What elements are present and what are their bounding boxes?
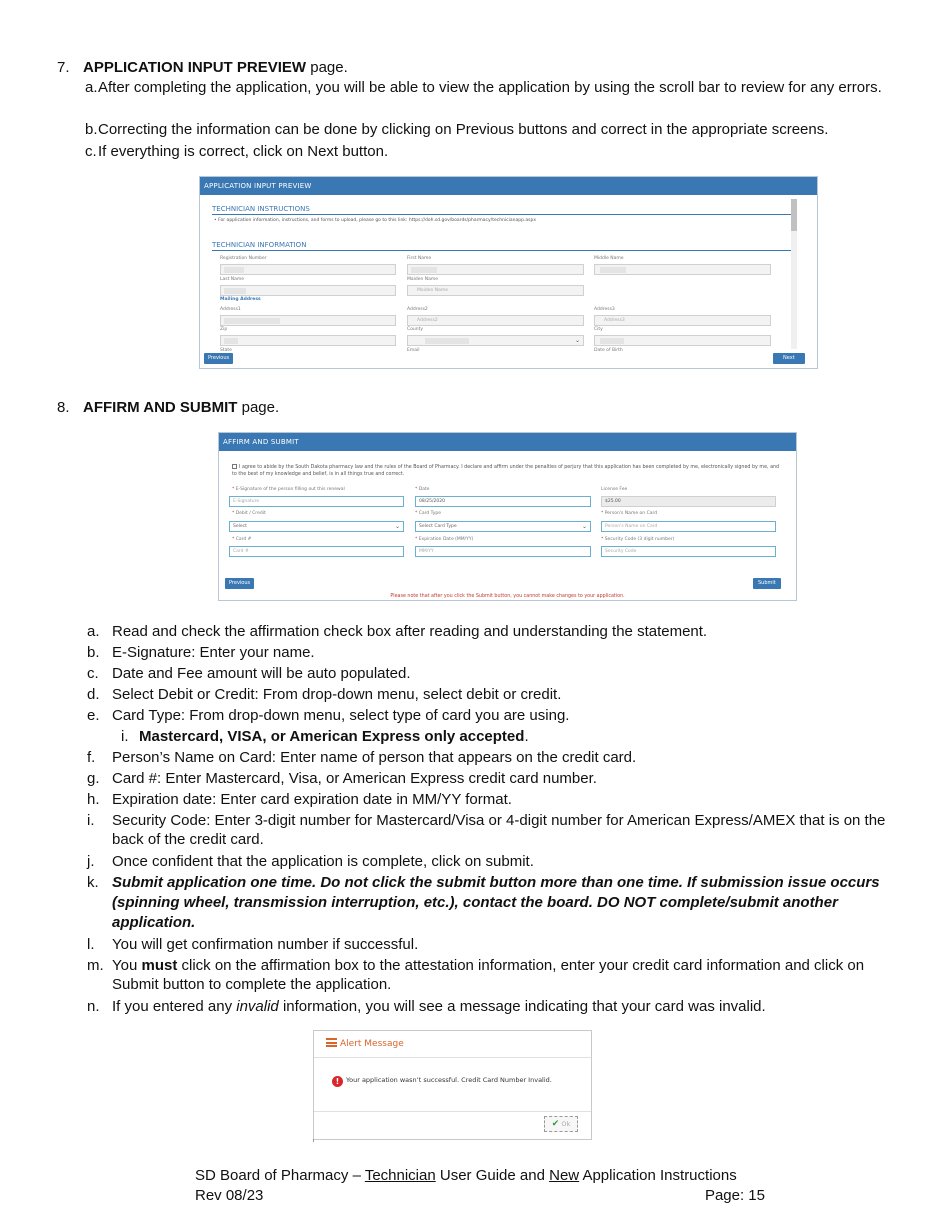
check-icon: ✔: [551, 1119, 560, 1129]
submit-note: Please note that after you click the Submit button, you cannot make changes to your application.: [390, 594, 625, 599]
last-name-field[interactable]: [220, 285, 396, 296]
mailing-address-label: Mailing Address: [220, 297, 261, 302]
menu-icon: [326, 1038, 337, 1047]
card-note: i. Mastercard, VISA, or American Express only accepted.: [121, 728, 529, 745]
county-select[interactable]: [407, 335, 584, 346]
address1-label: Address1: [220, 307, 241, 312]
date-label: * Date: [415, 487, 430, 492]
expiration-label: * Expiration Date (MM/YY): [415, 537, 474, 542]
technician-instructions-title: TECHNICIAN INSTRUCTIONS: [212, 205, 792, 215]
affirm-checkbox[interactable]: [232, 464, 237, 469]
error-icon: !: [332, 1076, 343, 1087]
email-label: Email: [407, 348, 420, 353]
dob-label: Date of Birth: [594, 348, 623, 353]
chevron-down-icon: ⌄: [394, 523, 400, 530]
alert-dialog-screenshot: [313, 1030, 592, 1140]
footer-title: SD Board of Pharmacy – Technician User Guide and New Application Instructions: [195, 1167, 737, 1184]
maiden-name-field[interactable]: Maiden Name: [407, 285, 584, 296]
affirm-statement: I agree to abide by the South Dakota pharmacy law and the rules of the Board of Pharmacy. I declare and affirm under the penalties of perjury that this application has been completed by me, electronically signed by me, and to the best of my knowledge and belief, is in all things true and correct.: [232, 465, 780, 477]
zip-label: Zip: [220, 327, 228, 332]
scrollbar-thumb[interactable]: [791, 199, 797, 231]
first-name-label: First Name: [407, 256, 432, 261]
address3-field[interactable]: Address3: [594, 315, 771, 326]
list-item: i. Security Code: Enter 3-digit number for Mastercard/Visa or 4-digit number for American Express/AMEX that is on the back of the credit card.: [87, 812, 886, 848]
chevron-down-icon: ⌄: [581, 523, 587, 530]
debit-credit-select[interactable]: Select ⌄: [229, 521, 404, 532]
footer-revision: Rev 08/23: [195, 1187, 264, 1204]
preview-previous-button[interactable]: Previous: [204, 353, 233, 364]
zip-field[interactable]: [220, 335, 396, 346]
name-on-card-label: * Person's Name on Card: [601, 511, 658, 516]
step-7-item-a: a. After completing the application, you will be able to view the application by using the scroll bar to review for any errors.: [85, 79, 882, 96]
last-name-label: Last Name: [220, 277, 245, 282]
county-label: County: [407, 327, 424, 332]
registration-number-label: Registration Number: [220, 256, 267, 261]
list-item: m. You must click on the affirmation box to the attestation information, enter your credit card information and click on Submit button to complete the application.: [87, 957, 865, 993]
list-item: c. Date and Fee amount will be auto populated.: [87, 665, 411, 682]
list-item: f. Person’s Name on Card: Enter name of person that appears on the credit card.: [87, 749, 637, 766]
instruction-list: [87, 622, 902, 1018]
middle-name-label: Middle Name: [594, 256, 624, 261]
instructions-text: • For application information, instructions, and forms to upload, please go to this link: https://doh.sd.gov/boards/pharmacy/technicianapp.aspx: [214, 218, 537, 223]
technician-information-title: TECHNICIAN INFORMATION: [212, 241, 792, 251]
affirm-previous-button[interactable]: Previous: [225, 578, 254, 589]
list-item: a. Read and check the affirmation check box after reading and understanding the statement.: [87, 623, 708, 640]
card-number-input[interactable]: Card #: [229, 546, 404, 557]
page-footer: [195, 1166, 765, 1206]
preview-header: APPLICATION INPUT PREVIEW: [200, 177, 817, 195]
list-item: n. If you entered any invalid information, you will see a message indicating that your card was invalid.: [87, 998, 766, 1015]
list-item: g. Card #: Enter Mastercard, Visa, or American Express credit card number.: [87, 770, 597, 787]
first-name-field[interactable]: [407, 264, 584, 275]
preview-next-button[interactable]: Next: [773, 353, 805, 364]
footer-page-number: Page: 15: [704, 1187, 765, 1204]
step-7-item-c: c. If everything is correct, click on Next button.: [85, 143, 389, 160]
ok-button[interactable]: ✔ Ok: [544, 1116, 578, 1132]
fee-field: $25.00: [601, 496, 776, 507]
maiden-name-label: Maiden Name: [407, 277, 439, 282]
card-type-select[interactable]: Select Card Type ⌄: [415, 521, 591, 532]
middle-name-field[interactable]: [594, 264, 771, 275]
address3-label: Address3: [594, 307, 615, 312]
list-item: e. Card Type: From drop-down menu, select type of card you are using.: [87, 707, 570, 724]
date-field: 08/25/2020: [415, 496, 591, 507]
address2-label: Address2: [407, 307, 428, 312]
card-number-label: * Card #: [232, 537, 252, 542]
debit-credit-label: * Debit / Credit: [232, 511, 266, 516]
list-item: k. Submit application one time. Do not click the submit button more than one time. If submission issue occurs (spinning wheel, transmission interruption, etc.), contact the board. DO NOT complete/submit another application.: [87, 874, 880, 931]
alert-message: ! Your application wasn’t successful. Credit Card Number Invalid.: [332, 1076, 552, 1087]
step-8-heading: 8. AFFIRM AND SUBMIT page.: [57, 399, 280, 416]
list-item: j. Once confident that the application is complete, click on submit.: [87, 853, 534, 870]
registration-number-field[interactable]: [220, 264, 396, 275]
city-field[interactable]: [594, 335, 771, 346]
card-type-label: * Card Type: [415, 511, 441, 516]
alert-footer: [314, 1111, 591, 1129]
submit-button[interactable]: Submit: [753, 578, 781, 589]
application-preview-screenshot: [199, 176, 818, 369]
step-7-item-b: b. Correcting the information can be done by clicking on Previous buttons and correct in the appropriate screens.: [85, 121, 829, 138]
affirm-header: AFFIRM AND SUBMIT: [219, 433, 796, 451]
city-label: City: [594, 327, 603, 332]
address2-field[interactable]: Address2: [407, 315, 584, 326]
list-item: d. Select Debit or Credit: From drop-down menu, select debit or credit.: [87, 686, 562, 703]
list-item: l. You will get confirmation number if successful.: [87, 936, 419, 953]
security-code-label: * Security Code (3 digit number): [601, 537, 675, 542]
fee-label: License Fee: [601, 487, 628, 492]
name-on-card-input[interactable]: Person's Name on Card: [601, 521, 776, 532]
affirm-submit-screenshot: [218, 432, 797, 601]
esig-label: * E-Signature of the person filling out this renewal: [232, 487, 345, 492]
step-7-heading: 7. APPLICATION INPUT PREVIEW page.: [57, 59, 348, 76]
scrollbar[interactable]: [791, 199, 797, 349]
alert-header: Alert Message: [314, 1031, 591, 1058]
state-label: State: [220, 348, 232, 353]
esig-input[interactable]: E-Signature: [229, 496, 404, 507]
address1-field[interactable]: [220, 315, 396, 326]
security-code-input[interactable]: Security Code: [601, 546, 776, 557]
list-item: b. E-Signature: Enter your name.: [87, 644, 315, 661]
expiration-input[interactable]: MM/YY: [415, 546, 591, 557]
list-item: h. Expiration date: Enter card expiration date in MM/YY format.: [87, 791, 512, 808]
chevron-down-icon: ⌄: [574, 337, 580, 344]
